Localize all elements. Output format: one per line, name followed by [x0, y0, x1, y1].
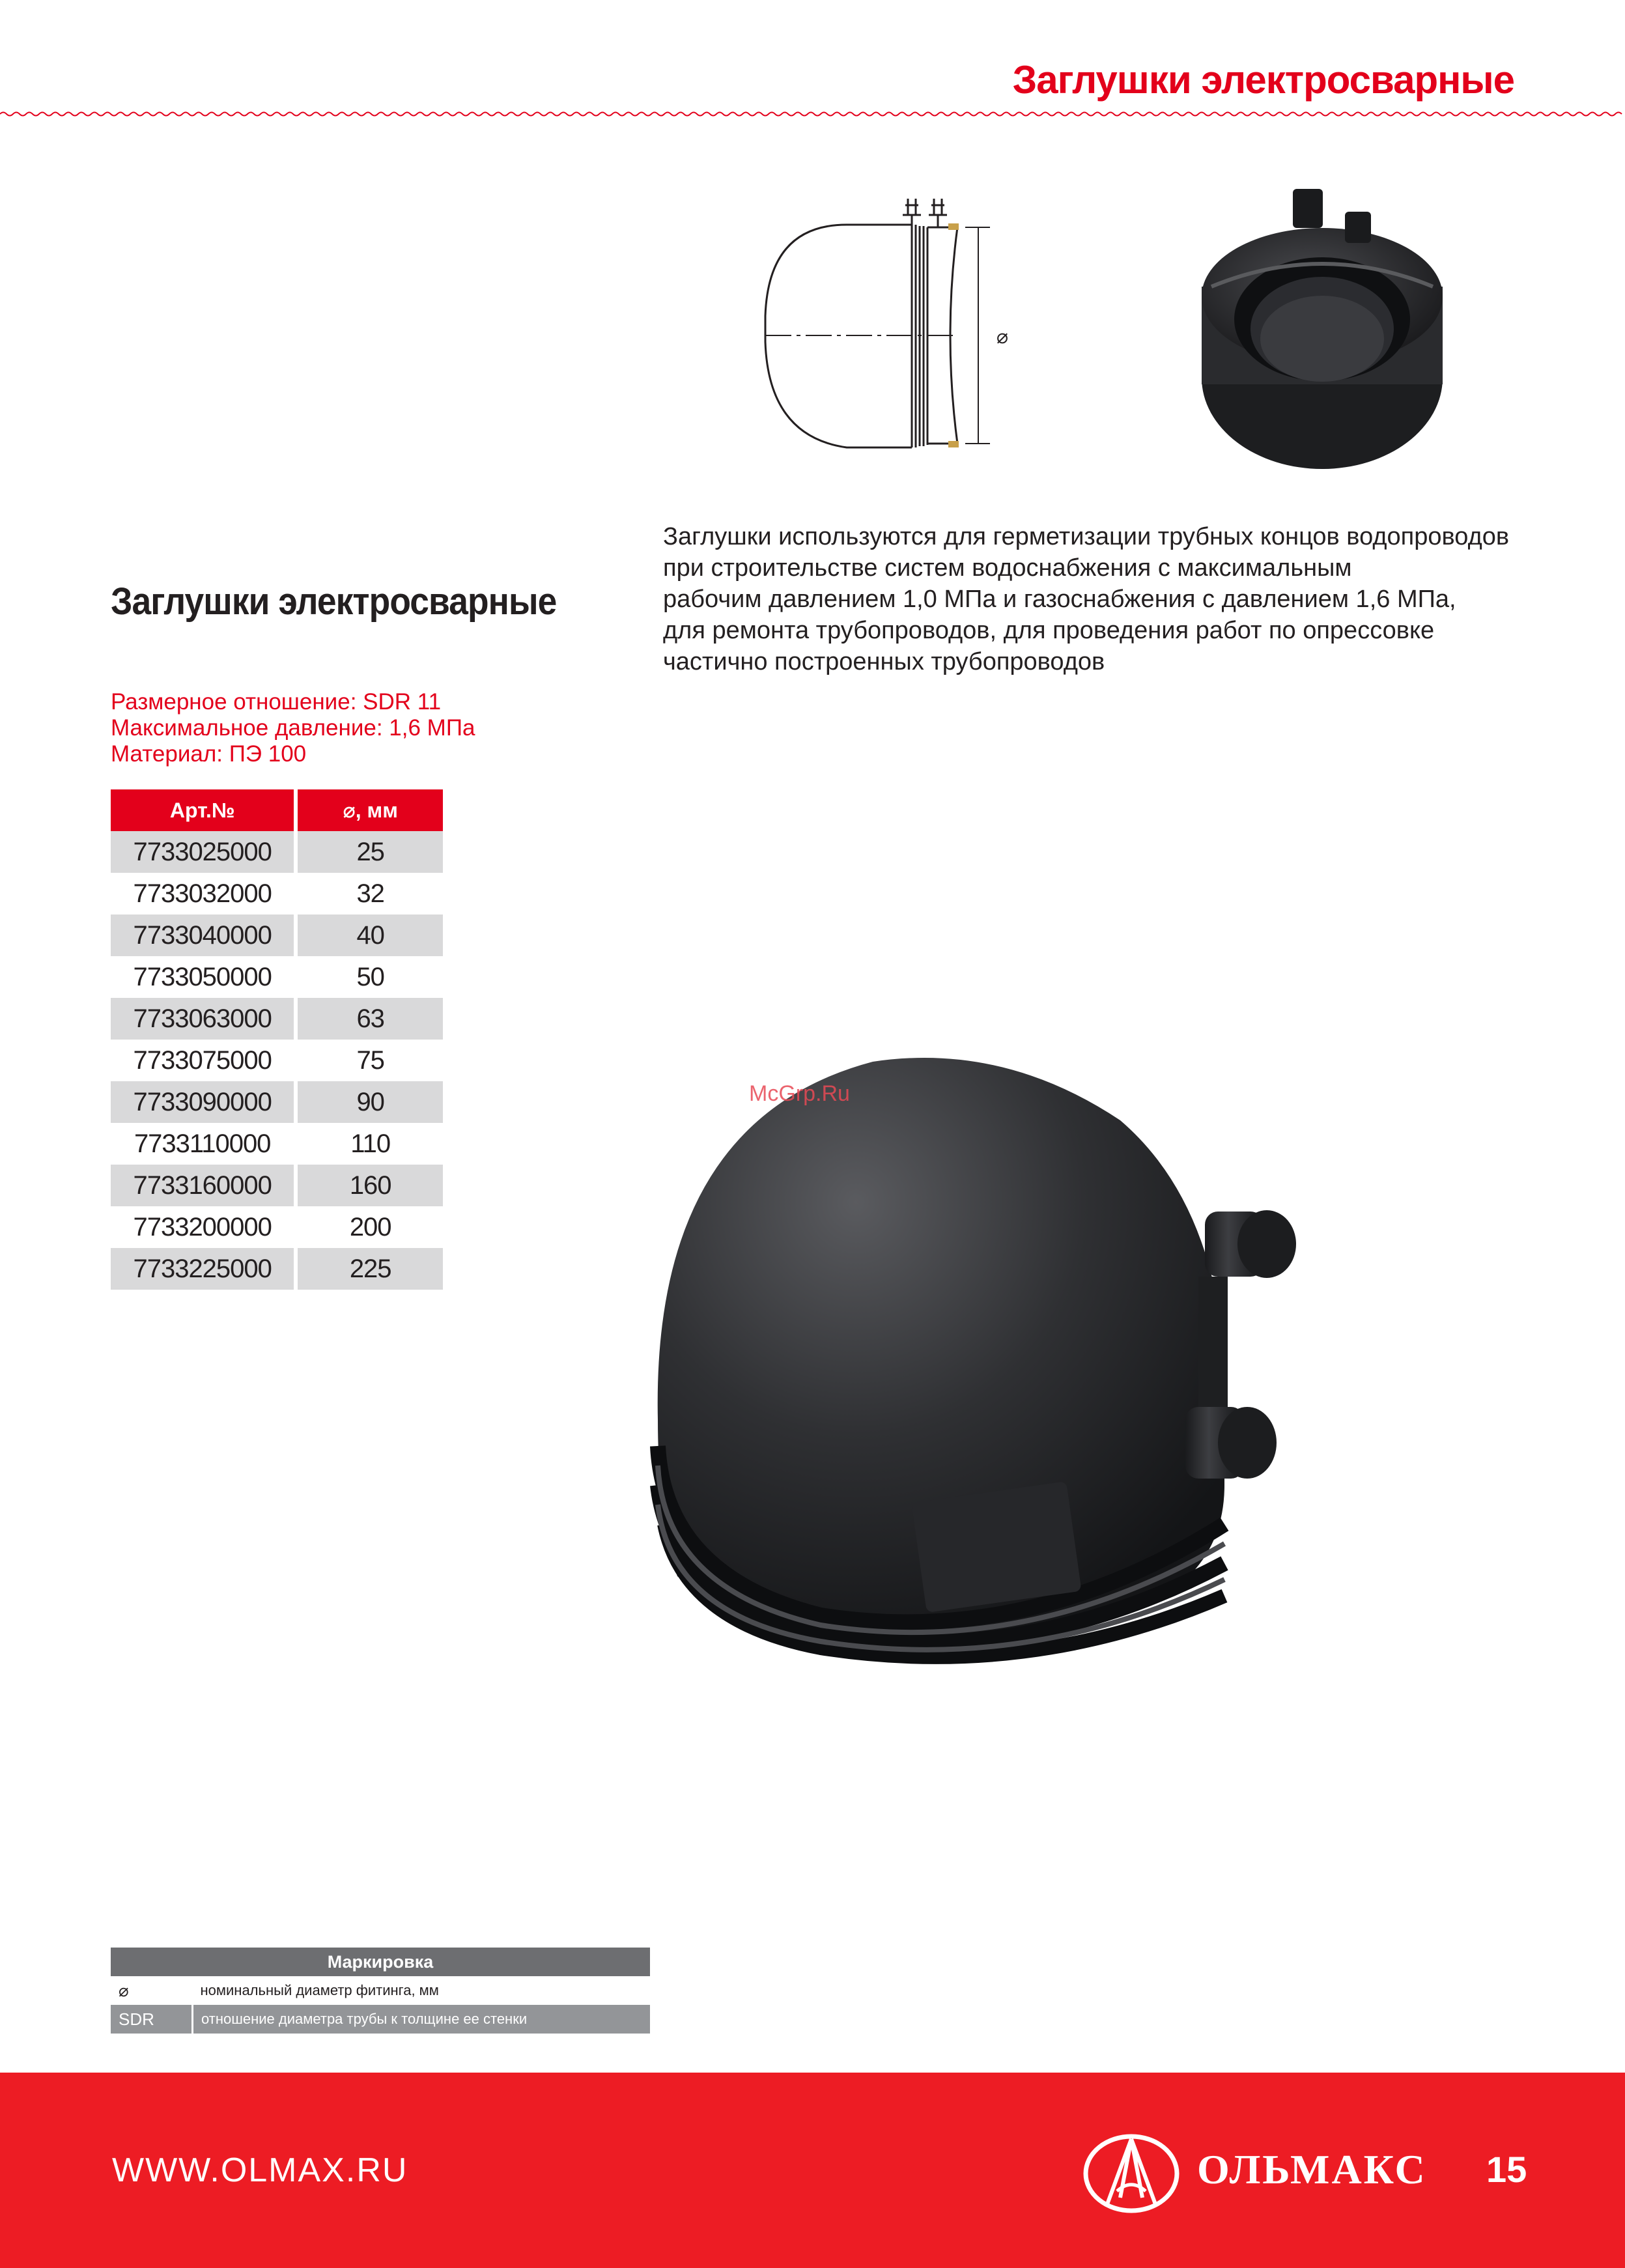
product-title: Заглушки электросварные [111, 580, 557, 623]
table-row [111, 1081, 443, 1123]
header-divider [0, 111, 1625, 117]
marking-description: отношение диаметра трубы к толщине ее стенки [193, 2005, 651, 2034]
table-row [111, 873, 443, 914]
drawing-diameter-symbol: ⌀ [996, 326, 1009, 348]
diameter-value: 40 [298, 914, 443, 956]
article-number: 7733063000 [111, 998, 298, 1040]
column-header-diameter: ⌀, мм [298, 789, 443, 831]
spec-material: Материал: ПЭ 100 [111, 741, 307, 767]
table-row [111, 1976, 650, 2005]
table-row [111, 998, 443, 1040]
description-line: Заглушки используются для герметизации трубных концов водопроводов [663, 523, 1510, 550]
article-number: 7733075000 [111, 1040, 298, 1081]
article-number: 7733160000 [111, 1165, 298, 1206]
table-row [111, 1248, 443, 1290]
marking-description: номинальный диаметр фитинга, мм [200, 1982, 439, 1998]
marking-symbol: ⌀ [119, 1980, 129, 2000]
article-number: 7733025000 [111, 831, 298, 873]
diameter-value: 50 [356, 962, 384, 991]
page-header-title: Заглушки электросварные [1012, 58, 1514, 102]
cap-technical-drawing [749, 179, 1023, 485]
article-number: 7733110000 [111, 1123, 298, 1165]
diameter-value: 32 [356, 879, 384, 908]
description-line: при строительстве систем водоснабжения с максимальным [663, 554, 1352, 582]
diameter-value: 110 [350, 1129, 391, 1158]
spec-pressure: Максимальное давление: 1,6 МПа [111, 715, 475, 741]
diameter-value: 25 [298, 831, 443, 873]
article-number: 7733225000 [111, 1248, 298, 1290]
table-row [111, 914, 443, 956]
product-specs [111, 689, 475, 767]
diameter-value: 90 [298, 1081, 443, 1123]
description-line: частично построенных трубопроводов [663, 648, 1105, 675]
watermark-text: McGrp.Ru [749, 1081, 850, 1106]
marking-symbol: SDR [111, 2005, 193, 2034]
article-number: 7733090000 [111, 1081, 298, 1123]
diameter-value: 63 [298, 998, 443, 1040]
marking-table-title: Маркировка [111, 1948, 650, 1976]
product-description [663, 521, 1536, 677]
article-number: 7733040000 [111, 914, 298, 956]
website-link[interactable]: WWW.OLMAX.RU [112, 2151, 408, 2189]
table-row [111, 1165, 443, 1206]
article-number: 7733032000 [111, 873, 298, 914]
page-number: 15 [1486, 2149, 1527, 2190]
page-footer [0, 2073, 1625, 2268]
diameter-value: 225 [298, 1248, 443, 1290]
cap-photo-angled [1185, 182, 1459, 482]
article-table [111, 789, 443, 1290]
diameter-value: 160 [298, 1165, 443, 1206]
table-row [111, 2005, 650, 2034]
table-row [111, 956, 443, 998]
olmax-logo-icon [1081, 2133, 1182, 2215]
article-number: 7733050000 [111, 956, 298, 998]
description-line: для ремонта трубопроводов, для проведения работ по опрессовке [663, 617, 1435, 644]
table-row [111, 1040, 443, 1081]
table-row [111, 1206, 443, 1248]
article-number: 7733200000 [111, 1206, 298, 1248]
spec-sdr: Размерное отношение: SDR 11 [111, 689, 442, 715]
table-row [111, 831, 443, 873]
cap-photo-main [625, 990, 1374, 1707]
diameter-value: 200 [349, 1212, 391, 1241]
marking-table [111, 1948, 650, 2034]
diameter-value: 75 [356, 1045, 384, 1075]
table-row [111, 1123, 443, 1165]
brand-name: ОЛЬМАКС [1197, 2146, 1427, 2192]
article-table-header [111, 789, 443, 831]
column-header-article: Арт.№ [111, 789, 298, 831]
description-line: рабочим давлением 1,0 МПа и газоснабжения с давлением 1,6 МПа, [663, 586, 1456, 613]
